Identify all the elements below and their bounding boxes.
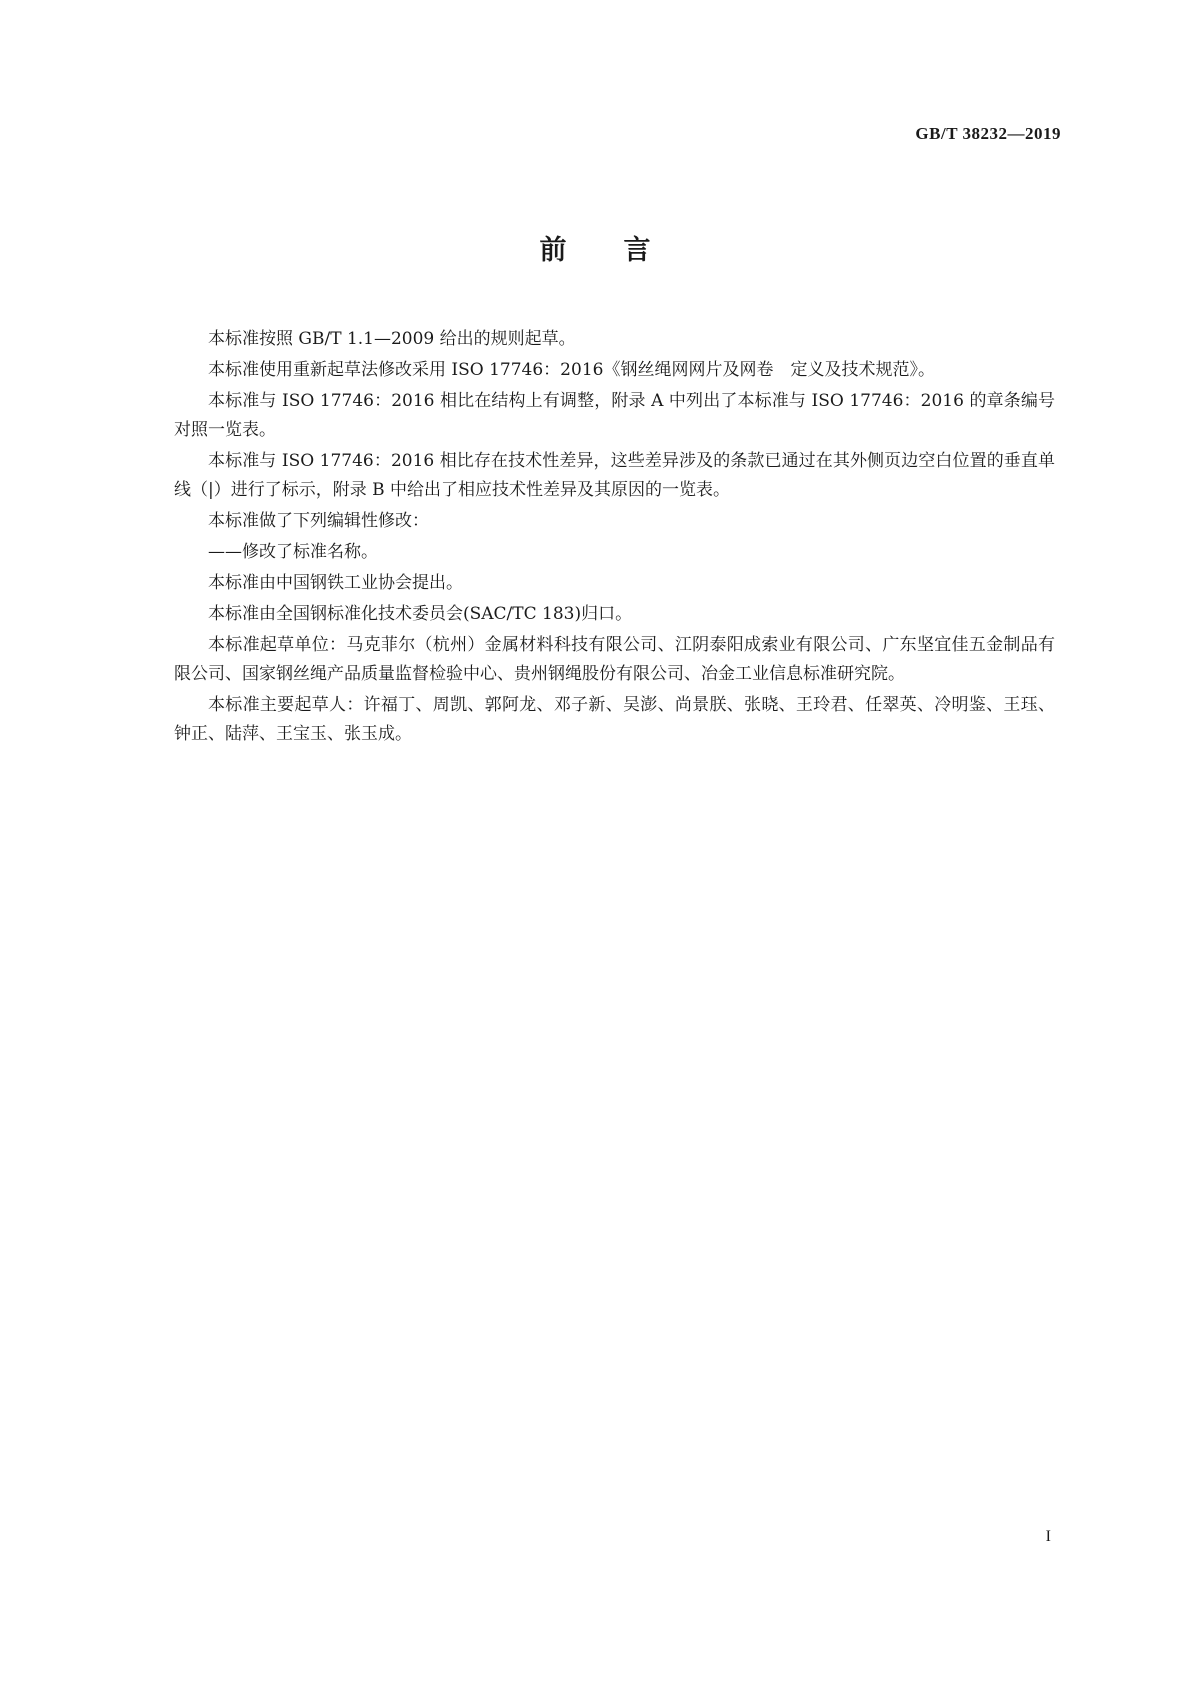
paragraph: 本标准按照 GB/T 1.1—2009 给出的规则起草。: [208, 329, 576, 349]
paragraph: 本标准主要起草人：许福丁、周凯、郭阿龙、邓子新、吴澎、尚景朕、张晓、王玲君、任翠英、冷明鉴、王珏、钟正、陆萍、王宝玉、张玉成。: [174, 695, 1055, 744]
paragraph: 本标准做了下列编辑性修改：: [208, 511, 429, 531]
title-char-2: 言: [623, 235, 652, 266]
standard-code: GB/T 38232—2019: [915, 124, 1061, 143]
paragraph: 本标准起草单位：马克菲尔（杭州）金属材料科技有限公司、江阴泰阳成索业有限公司、广东坚宜佳五金制品有限公司、国家钢丝绳产品质量监督检验中心、贵州钢绳股份有限公司、冶金工业信息标准研究院。: [174, 635, 1055, 684]
paragraph: 本标准由全国钢标准化技术委员会(SAC/TC 183)归口。: [208, 604, 633, 624]
page-title: [0, 228, 1191, 267]
paragraph: 本标准与 ISO 17746：2016 相比在结构上有调整，附录 A 中列出了本标准与 ISO 17746：2016 的章条编号对照一览表。: [174, 391, 1055, 440]
foreword-body: [174, 325, 1055, 751]
page-number: I: [1045, 1528, 1051, 1545]
paragraph: 本标准由中国钢铁工业协会提出。: [208, 573, 463, 593]
paragraph: 本标准与 ISO 17746：2016 相比存在技术性差异，这些差异涉及的条款已通过在其外侧页边空白位置的垂直单线（|）进行了标示，附录 B 中给出了相应技术性差异及其原因的一览表。: [174, 451, 1055, 500]
paragraph: 本标准使用重新起草法修改采用 ISO 17746：2016《钢丝绳网网片及网卷 定义及技术规范》。: [208, 360, 935, 380]
paragraph: ——修改了标准名称。: [208, 542, 378, 562]
title-char-1: 前: [539, 235, 568, 266]
